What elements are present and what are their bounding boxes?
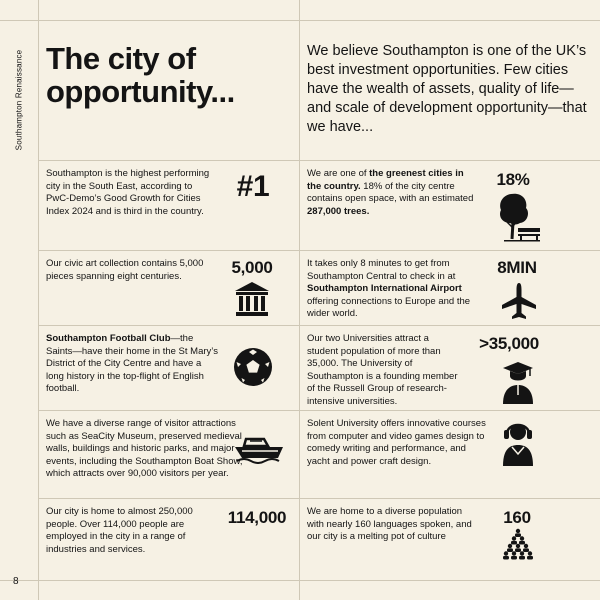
graduate-icon xyxy=(502,360,534,404)
person-body xyxy=(515,548,521,552)
person-head xyxy=(504,551,508,555)
person-body xyxy=(511,556,517,560)
tree-bench-icon xyxy=(496,192,542,242)
intro-text: We believe Southampton is one of the UK’s best investment opportunities. Few cities have the wealth of assets, quality of life—and scale of development opportunity—that we have... xyxy=(307,43,587,135)
divider xyxy=(38,160,600,161)
person-body xyxy=(519,541,525,545)
text-fragment: Our civic art collection contains 5,000 pieces spanning eight centuries. xyxy=(46,258,204,282)
divider xyxy=(0,580,600,581)
person-head xyxy=(512,536,516,540)
person-head xyxy=(520,551,524,555)
text-fragment: Southampton Football Club xyxy=(46,333,171,344)
text-fragment: the greenest cities in the country. xyxy=(307,168,464,192)
fact-text-right-1 xyxy=(307,258,472,321)
text-fragment: offering connections to Europe and the wider world. xyxy=(307,295,471,319)
sidebar xyxy=(0,0,38,600)
person-body xyxy=(511,541,517,545)
stat-students: >35,000 xyxy=(479,334,539,353)
person-body xyxy=(507,548,513,552)
person-head xyxy=(520,536,524,540)
text-fragment: Our two Universities attract a student population of more than 35,000. The University of Southampton is a founding member of the Russell Group of research-intensive universities. xyxy=(307,333,458,407)
crowd-icon xyxy=(500,528,536,560)
fact-text-left-1 xyxy=(46,258,206,283)
person-body xyxy=(515,533,521,537)
football-icon xyxy=(233,347,273,387)
fact-text-left-4 xyxy=(46,506,221,556)
person-body xyxy=(519,556,525,560)
stat-number-one: #1 xyxy=(236,170,270,203)
person-body xyxy=(503,556,509,560)
text-fragment: We are one of xyxy=(307,168,370,179)
person-head xyxy=(516,544,520,548)
person-head xyxy=(508,544,512,548)
text-fragment: Solent University offers innovative courses from computer and video games design to comedy writing and performance, and yacht and power craft design. xyxy=(307,418,486,467)
headphones-person-icon xyxy=(500,420,536,466)
person-body xyxy=(527,556,533,560)
fact-text-right-2 xyxy=(307,333,462,408)
museum-icon xyxy=(233,280,271,318)
text-fragment: We have a diverse range of visitor attractions such as SeaCity Museum, preserved medieval walls, buildings and historic parks, and major events, including the Southampton Boat Show, which attracts over 90,000 visitors per year. xyxy=(46,418,243,479)
page-number: 8 xyxy=(13,576,19,587)
fact-text-right-3 xyxy=(307,418,487,468)
person-body xyxy=(523,548,529,552)
fact-text-left-0 xyxy=(46,168,214,218)
text-fragment: Southampton is the highest performing city in the South East, according to PwC-Demo’s Good Growth for Cities Index 2024 and is third in the country. xyxy=(46,168,210,217)
divider xyxy=(38,325,600,326)
fact-text-right-4 xyxy=(307,506,477,544)
text-fragment: Southampton International Airport xyxy=(307,283,462,294)
fact-text-left-2 xyxy=(46,333,221,396)
text-fragment: Our city is home to almost 250,000 people. Over 114,000 people are employed in the city in a range of industries and services. xyxy=(46,506,193,555)
stat-art-collection: 5,000 xyxy=(231,258,273,277)
boat-icon xyxy=(234,436,284,464)
text-fragment: We are home to a diverse population with nearly 160 languages spoken, and our city is a melting pot of culture xyxy=(307,506,472,542)
divider xyxy=(38,250,600,251)
divider xyxy=(0,20,600,21)
text-fragment: —the Saints—have their home in the St Mary’s District of the City Centre and have a long history in the top-flight of English football. xyxy=(46,333,218,394)
person-head xyxy=(528,551,532,555)
page-title: The city of opportunity... xyxy=(46,41,235,109)
sidebar-label: Southampton Renaissance xyxy=(14,49,24,151)
stat-employment: 114,000 xyxy=(227,508,287,527)
airplane-icon xyxy=(500,282,538,320)
text-fragment: 287,000 trees. xyxy=(307,205,370,217)
person-head xyxy=(512,551,516,555)
fact-text-right-0 xyxy=(307,168,477,218)
divider xyxy=(299,0,300,600)
stat-languages: 160 xyxy=(503,508,531,527)
divider xyxy=(38,410,600,411)
divider xyxy=(38,0,39,600)
stat-airport-time: 8MIN xyxy=(497,258,537,277)
person-head xyxy=(516,529,520,533)
stat-green-space: 18% xyxy=(496,170,530,189)
text-fragment: 18% of the city centre contains open space, with an estimated xyxy=(307,180,474,204)
person-head xyxy=(524,544,528,548)
divider xyxy=(38,498,600,499)
fact-text-left-3 xyxy=(46,418,246,481)
text-fragment: It takes only 8 minutes to get from Southampton Central to check in at xyxy=(307,258,456,282)
